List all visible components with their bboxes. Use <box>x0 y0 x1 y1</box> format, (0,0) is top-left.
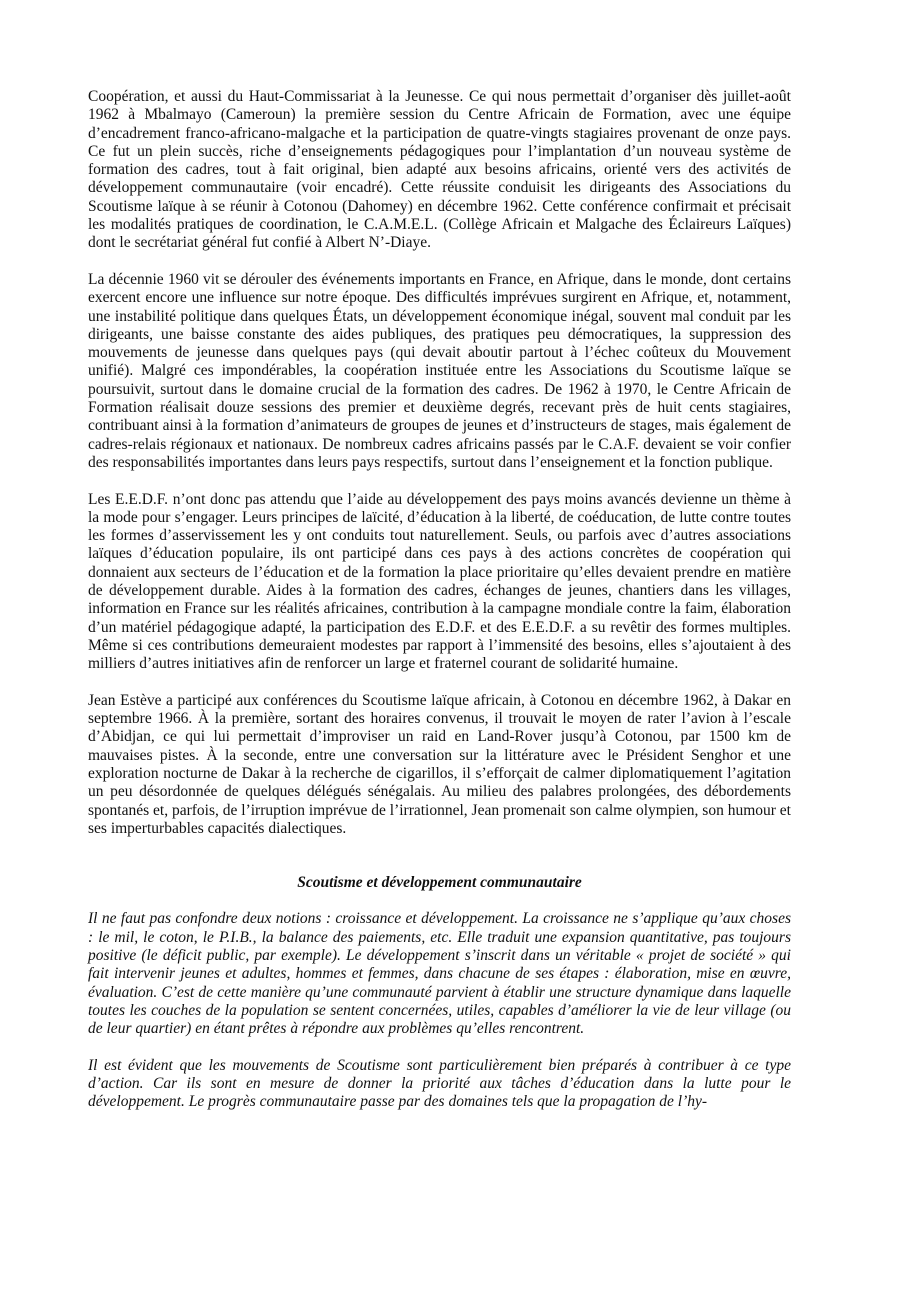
paragraph-camel-conference: Coopération, et aussi du Haut-Commissariat à la Jeunesse. Ce qui nous permettait d’organiser dès juillet-août 1962 à Mbalmayo (Cameroun) la première session du Centre Africain de Formation, avec une équipe d’encadrement franco-africano-malgache et la participation de quatre-vingts stagiaires provenant de onze pays. Ce fut un plein succès, riche d’enseignements pédagogiques pour l’implantation d’un nouveau système de formation des cadres, tout à fait original, bien adapté aux besoins africains, orienté vers des activités de développement communautaire (voir encadré). Cette réussite conduisit les dirigeants des Associations du Scoutisme laïque à se réunir à Cotonou (Dahomey) en décembre 1962. Cette conférence confirmait et précisait les modalités pratiques de coordination, le C.A.M.E.L. (Collège Africain et Malgache des Éclaireurs Laïques) dont le secrétariat général fut confié à Albert N’-Diaye. <box>88 88 791 252</box>
box-title: Scoutisme et développement communautaire <box>297 874 582 892</box>
paragraph-jean-esteve: Jean Estève a participé aux conférences du Scoutisme laïque africain, à Cotonou en décembre 1962, à Dakar en septembre 1966. À la première, sortant des horaires convenus, il trouvait le moyen de rater l’avion à l’escale d’Abidjan, ce qui lui permettait d’improviser un raid en Land-Rover jusqu’à Cotonou, par 1500 km de mauvaises pistes. À la seconde, entre une conversation sur la littérature avec le Président Senghor et une exploration nocturne de Dakar à la recherche de cigarillos, il s’efforçait de calmer diplomatiquement l’agitation un peu désordonnée de quelques délégués sénégalais. Au milieu des palabres prolongées, des débordements spontanés et, parfois, de l’irruption imprévue de l’irrationnel, Jean promenait son calme olympien, son humour et ses imperturbables capacités dialectiques. <box>88 691 791 837</box>
paragraph-eedf-development: Les E.E.D.F. n’ont donc pas attendu que l’aide au développement des pays moins avancés devienne un thème à la mode pour s’engager. Leurs principes de laïcité, d’éducation à la liberté, de coéducation, de lutte contre toutes les formes d’asservissement les y ont conduits tout naturellement. Seuls, ou parfois avec d’autres associations laïques d’éducation populaire, ils ont participé dans ces pays à des actions concrètes de coopération qui donnaient aux secteurs de l’éducation et de la formation la place prioritaire qu’elles devaient prendre en matière de développement durable. Aides à la formation des cadres, échanges de jeunes, chantiers dans les villages, information en France sur les réalités africaines, contribution à la campagne mondiale contre la faim, élaboration d’un matériel pédagogique adapté, la participation des E.D.F. et des E.E.D.F. a su revêtir des formes multiples. Même si ces contributions demeuraient modestes par rapport à l’immensité des besoins, elles s’ajoutaient à des milliers d’autres initiatives afin de renforcer un large et fraternel courant de solidarité humaine. <box>88 490 791 673</box>
paragraph-decade-1960: La décennie 1960 vit se dérouler des événements importants en France, en Afrique, dans le monde, dont certains exercent encore une influence sur notre époque. Des difficultés imprévues surgirent en Afrique, et, notamment, une instabilité politique dans quelques États, un développement économique inégal, souvent mal conduit par les dirigeants, une baisse constante des aides publiques, des pratiques peu démocratiques, la suppression des mouvements de jeunesse dans quelques pays (qui devait aboutir partout à l’échec coûteux du Mouvement unifié). Malgré ces impondérables, la coopération instituée entre les Associations du Scoutisme laïque se poursuivit, surtout dans le domaine crucial de la formation des cadres. De 1962 à 1970, le Centre Africain de Formation réalisait douze sessions des premier et deuxième degrés, recevant près de huit cents stagiaires, contribuant ainsi à la formation d’animateurs de groupes de jeunes et d’instructeurs de stages, mais également de cadres-relais régionaux et nationaux. De nombreux cadres africains passés par le C.A.F. devaient se voir confier des responsabilités importantes dans leurs pays respectifs, surtout dans l’enseignement et la fonction publique. <box>88 270 791 471</box>
sidebar-box <box>88 874 791 1112</box>
box-paragraph-croissance: Il ne faut pas confondre deux notions : croissance et développement. La croissance ne s’applique qu’aux choses : le mil, le coton, le P.I.B., la balance des paiements, etc. Elle traduit une expansion quantitative, pas toujours positive (le déficit public, par exemple). Le développement s’inscrit dans un véritable « projet de société » qui fait intervenir jeunes et adultes, hommes et femmes, dans chacune de ses étapes : élaboration, mise en œuvre, évaluation. C’est de cette manière qu’une communauté parvient à établir une structure dynamique dans laquelle toutes les couches de la population se sentent concernées, utiles, capables d’améliorer la vie de leur village (ou de leur quartier) en étant prêtes à répondre aux problèmes qu’elles rencontrent. <box>88 910 791 1038</box>
box-paragraph-scoutisme: Il est évident que les mouvements de Scoutisme sont particulièrement bien préparés à contribuer à ce type d’action. Car ils sont en mesure de donner la priorité aux tâches d’éducation dans la lutte pour le développement. Le progrès communautaire passe par des domaines tels que la propagation de l’hy- <box>88 1056 791 1111</box>
document-page <box>88 88 791 1130</box>
